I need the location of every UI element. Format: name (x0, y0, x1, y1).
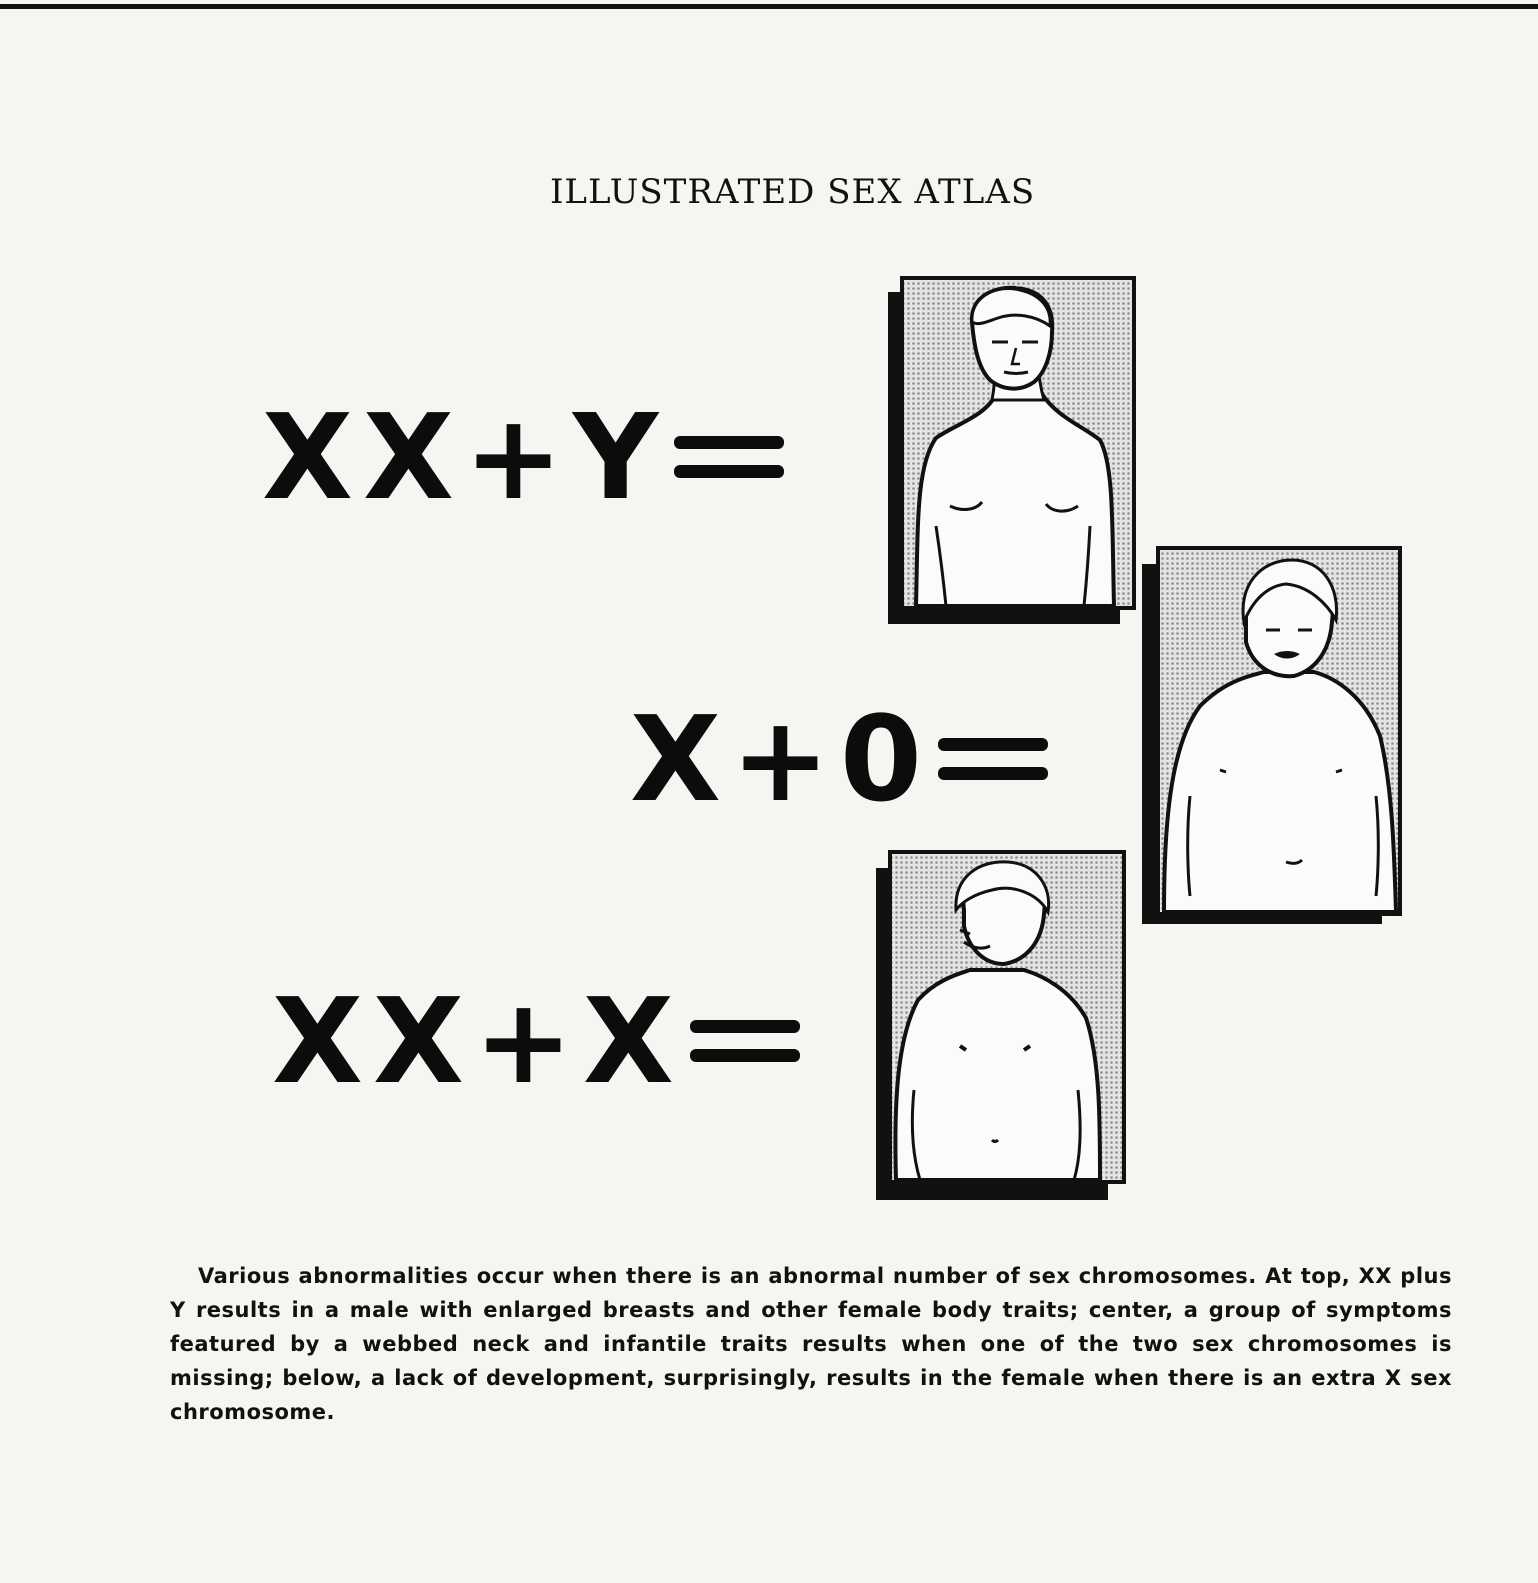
male-torso-illustration (886, 276, 1138, 628)
formula-symbol: Y (572, 388, 661, 526)
equals-sign (938, 736, 1048, 782)
formula-symbol: + (463, 388, 565, 526)
formula-symbol: X (372, 972, 466, 1110)
formula-symbol: 0 (839, 690, 924, 828)
formula-symbol: X (362, 388, 456, 526)
formula-symbol: X (630, 690, 723, 828)
formula-xxy (262, 388, 784, 526)
female-torso-illustration (874, 850, 1126, 1204)
webbed-neck-torso-illustration (1140, 546, 1404, 930)
equals-sign (690, 1018, 800, 1064)
formula-symbol: X (272, 972, 365, 1110)
formula-symbol: + (730, 690, 832, 828)
formula-xxx (272, 972, 800, 1110)
formula-symbol: X (262, 388, 355, 526)
formula-xo (630, 690, 1048, 828)
figure-caption: Various abnormalities occur when there is an abnormal number of sex chromosomes. At top, XX plus Y results in a male with enlarged breasts and other female body traits; center, a group of symptoms featured by a webbed neck and infantile traits results when one of the two sex chromosomes is missing; below, a lack of development, surprisingly, results in the female when there is an extra X sex chromosome. (170, 1264, 1452, 1424)
top-edge-rule (0, 4, 1538, 9)
equals-sign (674, 434, 784, 480)
formula-symbol: + (473, 972, 575, 1110)
formula-symbol: X (582, 972, 676, 1110)
running-head: ILLUSTRATED SEX ATLAS (550, 172, 1036, 212)
